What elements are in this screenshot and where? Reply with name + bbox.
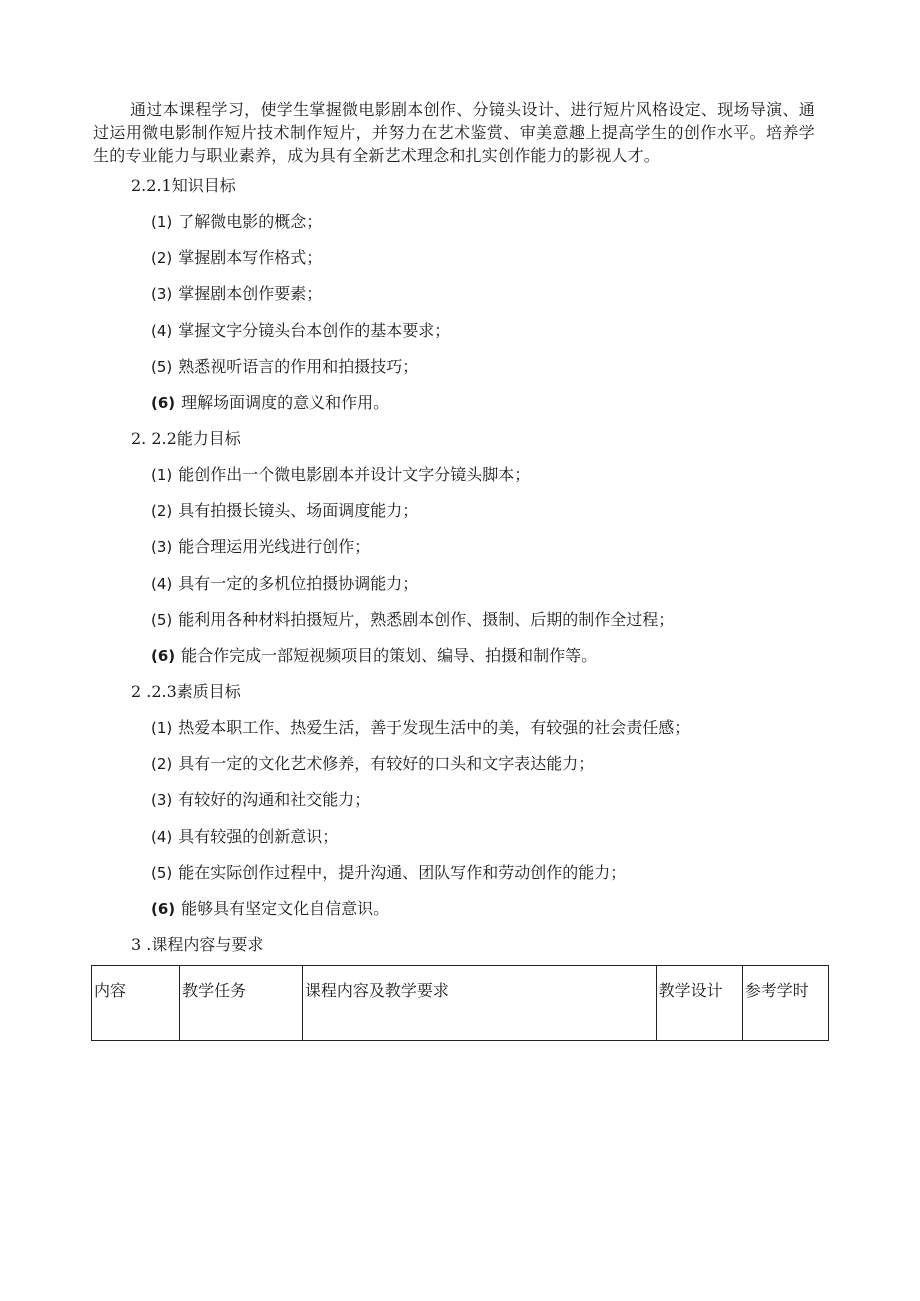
- item-number: (5): [151, 611, 173, 629]
- item-text: 能创作出一个微电影剧本并设计文字分镜头脚本；: [178, 465, 531, 484]
- item-number: (5): [151, 358, 173, 376]
- knowledge-item: [151, 211, 322, 233]
- item-number: (3): [151, 538, 173, 556]
- item-number: (5): [151, 864, 173, 882]
- item-text: 具有拍摄长镜头、场面调度能力；: [178, 501, 419, 520]
- item-text: 能够具有坚定文化自信意识。: [181, 899, 390, 918]
- item-number: (6): [151, 647, 176, 665]
- item-number: (3): [151, 285, 173, 303]
- item-number: (2): [151, 755, 173, 773]
- item-text: 热爱本职工作、热爱生活，善于发现生活中的美，有较强的社会责任感；: [178, 718, 691, 737]
- item-text: 掌握剧本写作格式；: [178, 248, 323, 267]
- item-number: (4): [151, 322, 173, 340]
- item-text: 能利用各种材料拍摄短片，熟悉剧本创作、摄制、后期的制作全过程；: [178, 610, 675, 629]
- item-number: (1): [151, 213, 173, 231]
- item-number: (6): [151, 394, 176, 412]
- ability-item: [151, 500, 418, 522]
- item-text: 具有一定的多机位拍摄协调能力；: [178, 574, 419, 593]
- ability-item: [151, 609, 674, 631]
- header-course-requirements: 课程内容及教学要求: [302, 966, 656, 1041]
- ability-item: [151, 573, 418, 595]
- quality-item: [151, 826, 338, 848]
- item-number: (1): [151, 466, 173, 484]
- header-teaching-task: 教学任务: [180, 966, 303, 1041]
- ability-item: [151, 645, 597, 667]
- item-number: (2): [151, 502, 173, 520]
- item-number: (4): [151, 828, 173, 846]
- item-text: 有较好的沟通和社交能力；: [178, 790, 371, 809]
- item-text: 具有一定的文化艺术修养，有较好的口头和文字表达能力；: [178, 754, 595, 773]
- knowledge-item: [151, 247, 322, 269]
- item-number: (6): [151, 900, 176, 918]
- item-number: (4): [151, 575, 173, 593]
- quality-heading: 2 .2.3素质目标: [131, 682, 241, 701]
- course-content-table: [91, 965, 829, 1041]
- item-number: (1): [151, 719, 173, 737]
- section-3-title: 3 .课程内容与要求: [131, 935, 264, 954]
- quality-item: [151, 898, 389, 920]
- item-text: 具有较强的创新意识；: [178, 827, 339, 846]
- header-reference-hours: 参考学时: [742, 966, 828, 1041]
- quality-item: [151, 789, 370, 811]
- item-text: 掌握文字分镜头台本创作的基本要求；: [178, 321, 451, 340]
- item-number: (2): [151, 249, 173, 267]
- header-content: 内容: [92, 966, 180, 1041]
- knowledge-heading: 2.2.1知识目标: [131, 176, 236, 195]
- knowledge-item: [151, 356, 418, 378]
- quality-item: [151, 862, 626, 884]
- item-text: 掌握剧本创作要素；: [178, 284, 323, 303]
- ability-item: [151, 536, 370, 558]
- header-teaching-design: 教学设计: [656, 966, 742, 1041]
- table-header-row: [92, 966, 829, 1041]
- knowledge-item: [151, 320, 450, 342]
- quality-item: [151, 753, 594, 775]
- ability-item: [151, 464, 530, 486]
- item-number: (3): [151, 791, 173, 809]
- ability-heading: 2. 2.2能力目标: [131, 429, 241, 448]
- item-text: 能合作完成一部短视频项目的策划、编导、拍摄和制作等。: [181, 646, 598, 665]
- quality-item: [151, 717, 690, 739]
- item-text: 了解微电影的概念；: [178, 212, 323, 231]
- intro-paragraph: 通过本课程学习，使学生掌握微电影剧本创作、分镜头设计、进行短片风格设定、现场导演、通过运用微电影制作短片技术制作短片，并努力在艺术鉴赏、审美意趣上提高学生的创作水平。培养学生的专业能力与职业素养，成为具有全新艺术理念和扎实创作能力的影视人才。: [93, 100, 815, 165]
- knowledge-item: [151, 392, 389, 414]
- item-text: 能在实际创作过程中，提升沟通、团队写作和劳动创作的能力；: [178, 863, 627, 882]
- item-text: 理解场面调度的意义和作用。: [181, 393, 390, 412]
- item-text: 能合理运用光线进行创作；: [178, 537, 371, 556]
- knowledge-item: [151, 283, 322, 305]
- item-text: 熟悉视听语言的作用和拍摄技巧；: [178, 357, 419, 376]
